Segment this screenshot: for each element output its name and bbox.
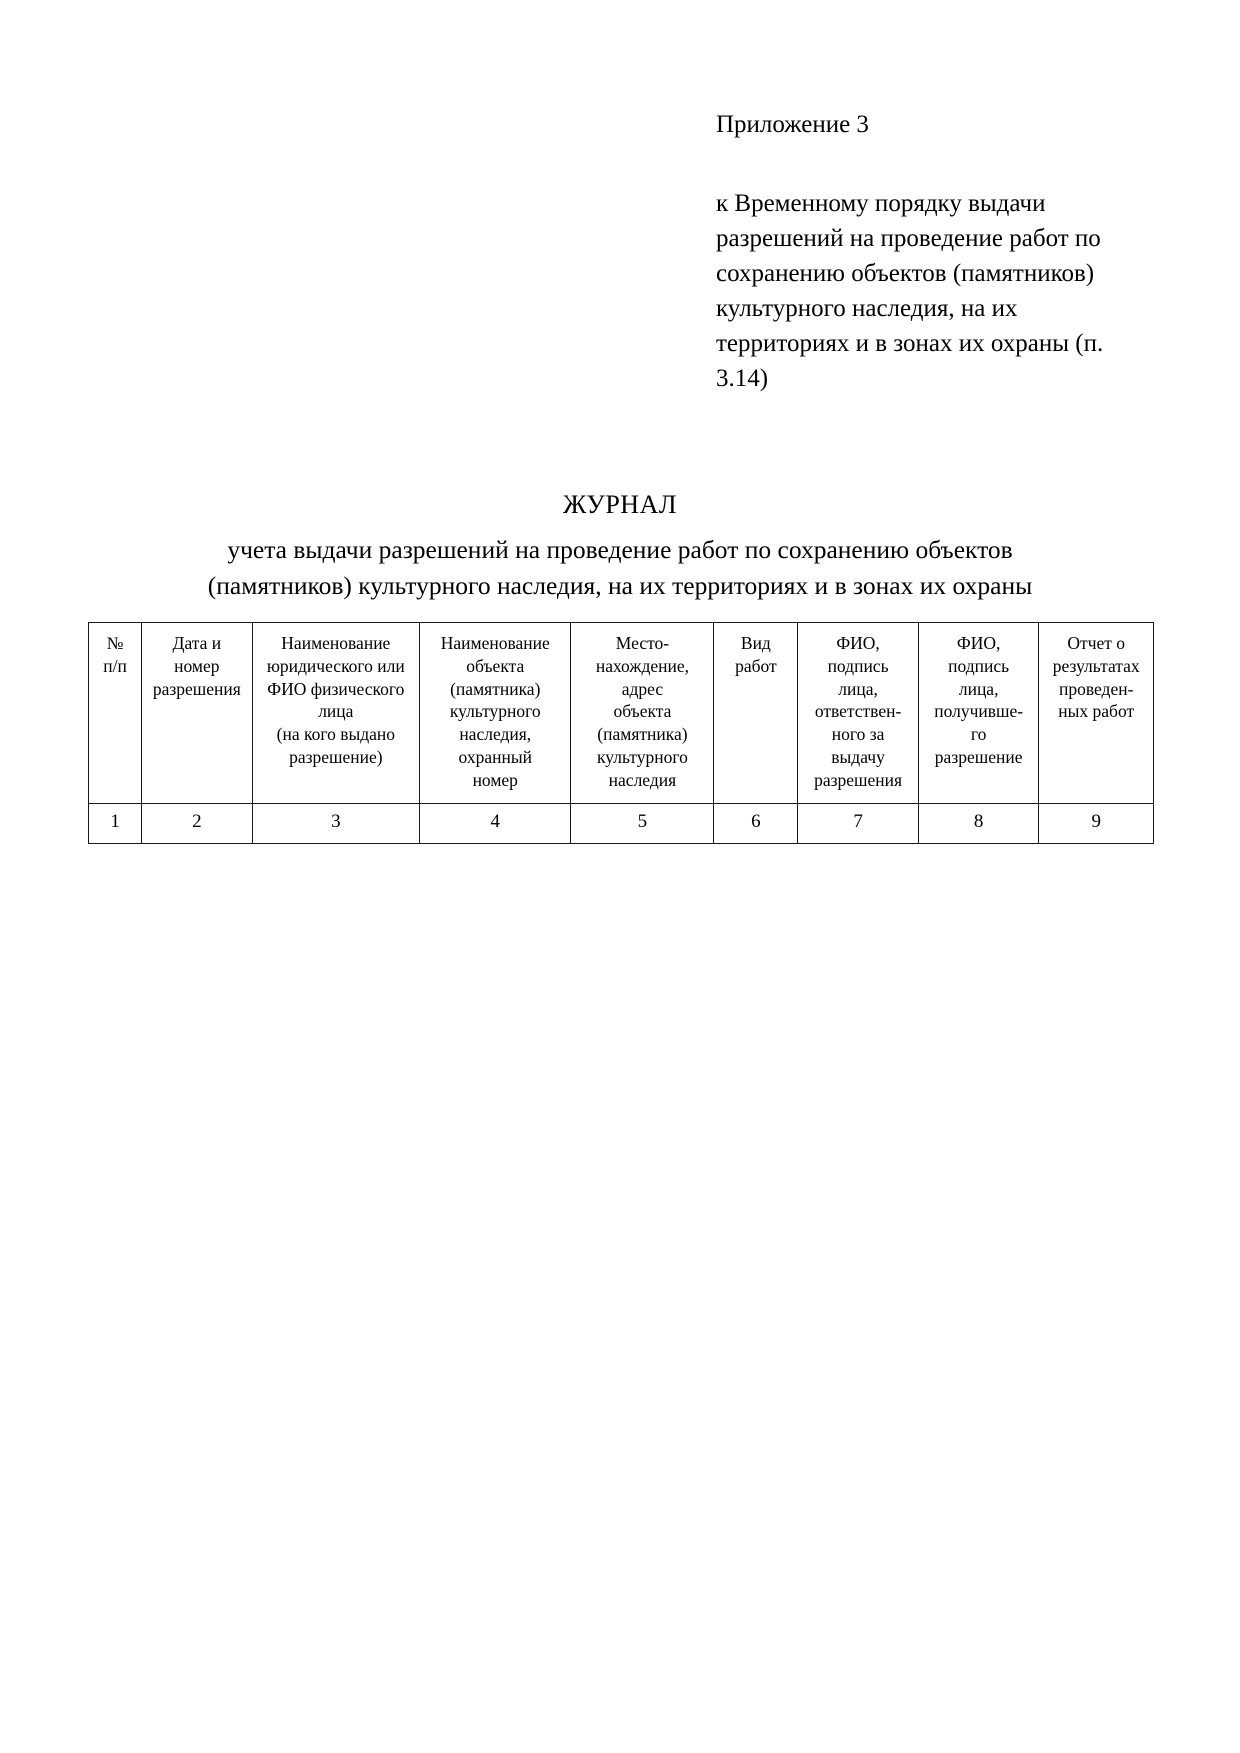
column-header-entity-name: Наименование юридического или ФИО физического лица (на кого выдано разрешение)	[252, 623, 420, 804]
column-header-work-report: Отчет о результатах проведен- ных работ	[1039, 623, 1154, 804]
column-header-number: № п/п	[89, 623, 142, 804]
page-subtitle-line-1: учета выдачи разрешений на проведение работ по сохранению объектов	[227, 535, 1013, 564]
journal-table	[88, 622, 1154, 844]
column-index-5: 5	[571, 804, 714, 844]
column-index-1: 1	[89, 804, 142, 844]
column-index-3: 3	[252, 804, 420, 844]
column-index-4: 4	[420, 804, 571, 844]
appendix-header	[716, 108, 1176, 396]
column-header-location-address: Место- нахождение, адрес объекта (памятника) культурного наследия	[571, 623, 714, 804]
appendix-reference: к Временному порядку выдачи разрешений на проведение работ по сохранению объектов (памятников) культурного наследия, на их территориях и в зонах их охраны (п. 3.14)	[716, 189, 1104, 392]
column-index-6: 6	[714, 804, 798, 844]
table-header-row	[89, 623, 1154, 804]
column-index-7: 7	[798, 804, 919, 844]
column-header-heritage-object-name: Наименование объекта (памятника) культурного наследия, охранный номер	[420, 623, 571, 804]
column-index-9: 9	[1039, 804, 1154, 844]
page-title: ЖУРНАЛ	[563, 490, 677, 519]
page-subtitle	[0, 532, 1240, 604]
column-header-receiver-name-signature: ФИО, подпись лица, получивше- го разрешение	[918, 623, 1039, 804]
column-index-2: 2	[142, 804, 252, 844]
column-header-date-and-permit-number: Дата и номер разрешения	[142, 623, 252, 804]
column-index-8: 8	[918, 804, 1039, 844]
column-header-issuer-name-signature: ФИО, подпись лица, ответствен- ного за выдачу разрешения	[798, 623, 919, 804]
appendix-number: Приложение 3	[716, 111, 869, 138]
journal-table-container	[88, 622, 1154, 844]
column-header-work-type: Вид работ	[714, 623, 798, 804]
table-row	[89, 804, 1154, 844]
page-subtitle-line-2: (памятников) культурного наследия, на их территориях и в зонах их охраны	[207, 571, 1033, 601]
